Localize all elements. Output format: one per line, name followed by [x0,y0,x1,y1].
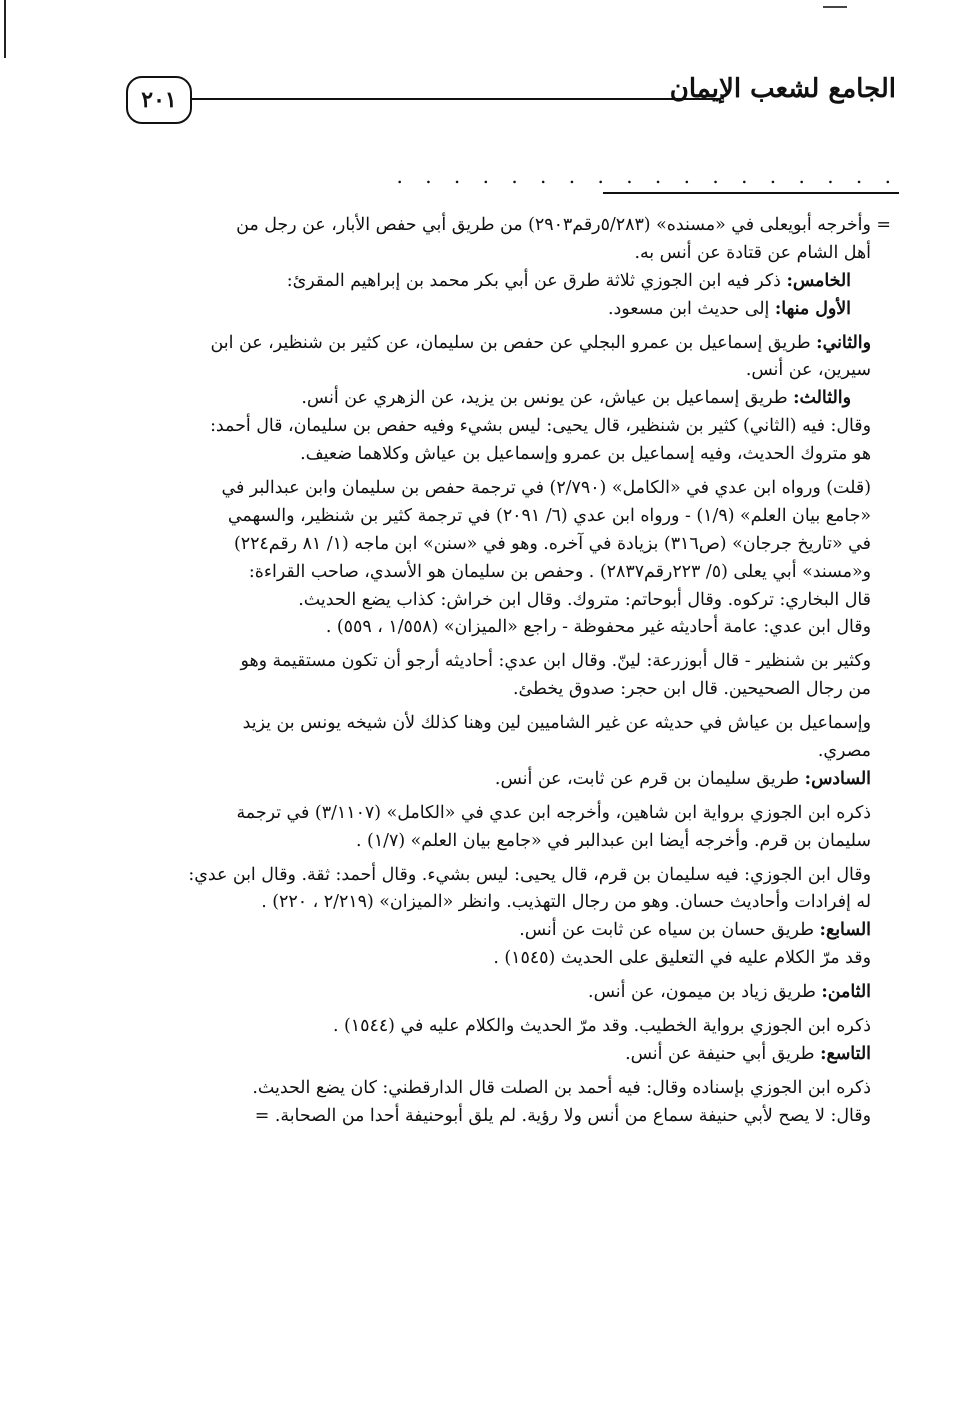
footnote-dots: . . . . . . . . . . . . . . . . . . [396,164,899,188]
text-line [119,296,871,324]
text-line: سليمان بن قرم. وأخرجه أيضا ابن عبدالبر في «جامع بيان العلم» (١/٧) . [355,830,871,851]
text-line: في «تاريخ جرجان» (ص٣١٦) بزيادة في آخره. وهو في «سنن» ابن ماجه (١/ ٨١ رقم٢٢٤) [233,533,871,554]
header-rule [190,98,720,100]
text-line: وقد مرّ الكلام عليه في التعليق على الحديث (١٥٤٥) . [493,948,871,969]
footnote-rule [603,192,899,194]
text-line: سيرين، عن أنس. [745,360,871,381]
text-line: من رجال الصحيحين. قال ابن حجر: صدوق يخطئ. [513,679,871,700]
text-line [119,979,871,1007]
section-label: الثامن: [821,982,871,1003]
text-line: وقال ابن عدي: عامة أحاديثه غير محفوظة - راجع «الميزان» (١/٥٥٨ ، ٥٥٩) . [325,617,871,638]
page-edge-mark [4,0,6,58]
text-line: ذكره ابن الجوزي برواية الخطيب. وقد مرّ الحديث والكلام عليه في (١٥٤٤) . [332,1016,871,1037]
text-line: أهل الشام عن قتادة عن أنس به. [634,242,871,263]
text-line [119,766,871,794]
text-line: (قلت) ورواه ابن عدي في «الكامل» (٢/٧٩٠) في ترجمة حفص بن سليمان وابن عبدالبر في [221,478,871,499]
text-line: قال البخاري: تركوه. وقال أبوحاتم: متروك. وقال ابن خراش: كذاب يضع الحديث. [298,589,871,610]
text-line: وقال: فيه (الثاني) كثير بن شنظير، قال يحيى: ليس بشيء وفيه حفص بن سليمان، قال أحمد: [210,416,871,437]
page-number-box [126,76,192,124]
text-line: ذكره ابن الجوزي برواية ابن شاهين، وأخرجه ابن عدي في «الكامل» (٣/١١٠٧) في ترجمة [236,802,871,823]
text-line [119,330,871,358]
text-span: طريق سليمان بن قرم عن ثابت، عن أنس. [494,768,800,789]
text-line: مصري. [817,741,871,762]
section-label: السادس: [804,768,871,789]
text-span: طريق إسماعيل بن عياش، عن يونس بن يزيد، عن الزهري عن أنس. [301,388,788,409]
section-label: التاسع: [820,1043,871,1064]
book-title: الجامع لشعب الإيمان [669,74,896,104]
text-line [119,385,871,413]
text-line: ذكره ابن الجوزي بإسناده وقال: فيه أحمد بن الصلت قال الدارقطني: كان يضع الحديث. [252,1077,871,1098]
text-span: طريق زياد بن ميمون، عن أنس. [588,982,816,1003]
page-number: ٢٠١ [141,87,177,113]
text-line [119,1041,871,1069]
section-label: الخامس: [786,270,851,291]
text-line: هو متروك الحديث، وفيه إسماعيل بن عمرو وإسماعيل بن عياش وكلاهما ضعيف. [300,444,871,465]
text-line: وقال ابن الجوزي: فيه سليمان بن قرم، قال يحيى: ليس بشيء. وقال أحمد: ثقة. وقال ابن عدي: [188,864,871,885]
text-line: وإسماعيل بن عياش في حديثه عن غير الشاميين لين وهنا كذلك لأن شيخه يونس بن يزيد [242,713,871,734]
page-header [120,70,900,132]
text-span: إلى حديث ابن مسعود. [607,298,770,319]
section-label: السابع: [819,920,871,941]
text-line: وقال: لا يصح لأبي حنيفة سماع من أنس ولا رؤية. لم يلق أبوحنيفة أحدا من الصحابة. = [254,1105,871,1126]
text-line: = وأخرجه أبويعلى في «مسنده» (٥/٢٨٣رقم٢٩٠٣) من طريق أبي حفص الأبار، عن رجل من [236,215,891,235]
text-span: طريق أبي حنيفة عن أنس. [625,1043,815,1064]
text-line [119,268,871,296]
section-label: والثاني: [816,332,871,353]
text-span: طريق إسماعيل بن عمرو البجلي عن حفص بن سليمان، عن كثير بن شنظير، عن ابن [210,332,811,353]
section-label: الأول منها: [774,298,851,319]
text-line: «جامع بيان العلم» (١/٩) - ورواه ابن عدي (٦/ ٢٠٩١) في ترجمة كثير بن شنظير، والسهمي [227,505,871,526]
footnote-body [119,212,891,1131]
text-line: وكثير بن شنظير - قال أبوزرعة: لينّ. وقال ابن عدي: أحاديثه أرجو أن تكون مستقيمة وهو [240,651,871,672]
text-line [119,917,871,945]
text-line: له إفرادات وأحاديث حسان. وهو من رجال التهذيب. وانظر «الميزان» (٢/٢١٩ ، ٢٢٠) . [261,892,871,913]
corner-dash [823,6,847,8]
text-line: و«مسند» أبي يعلى (٥/ ٢٢٣رقم٢٨٣٧) . وحفص بن سليمان هو الأسدي، صاحب القراءة: [248,561,871,582]
text-span: ذكر فيه ابن الجوزي ثلاثة طرق عن أبي بكر محمد بن إبراهيم المقرئ: [286,270,781,291]
text-span: طريق حسان بن سياه عن ثابت عن أنس. [519,920,814,941]
section-label: والثالث: [793,388,851,409]
